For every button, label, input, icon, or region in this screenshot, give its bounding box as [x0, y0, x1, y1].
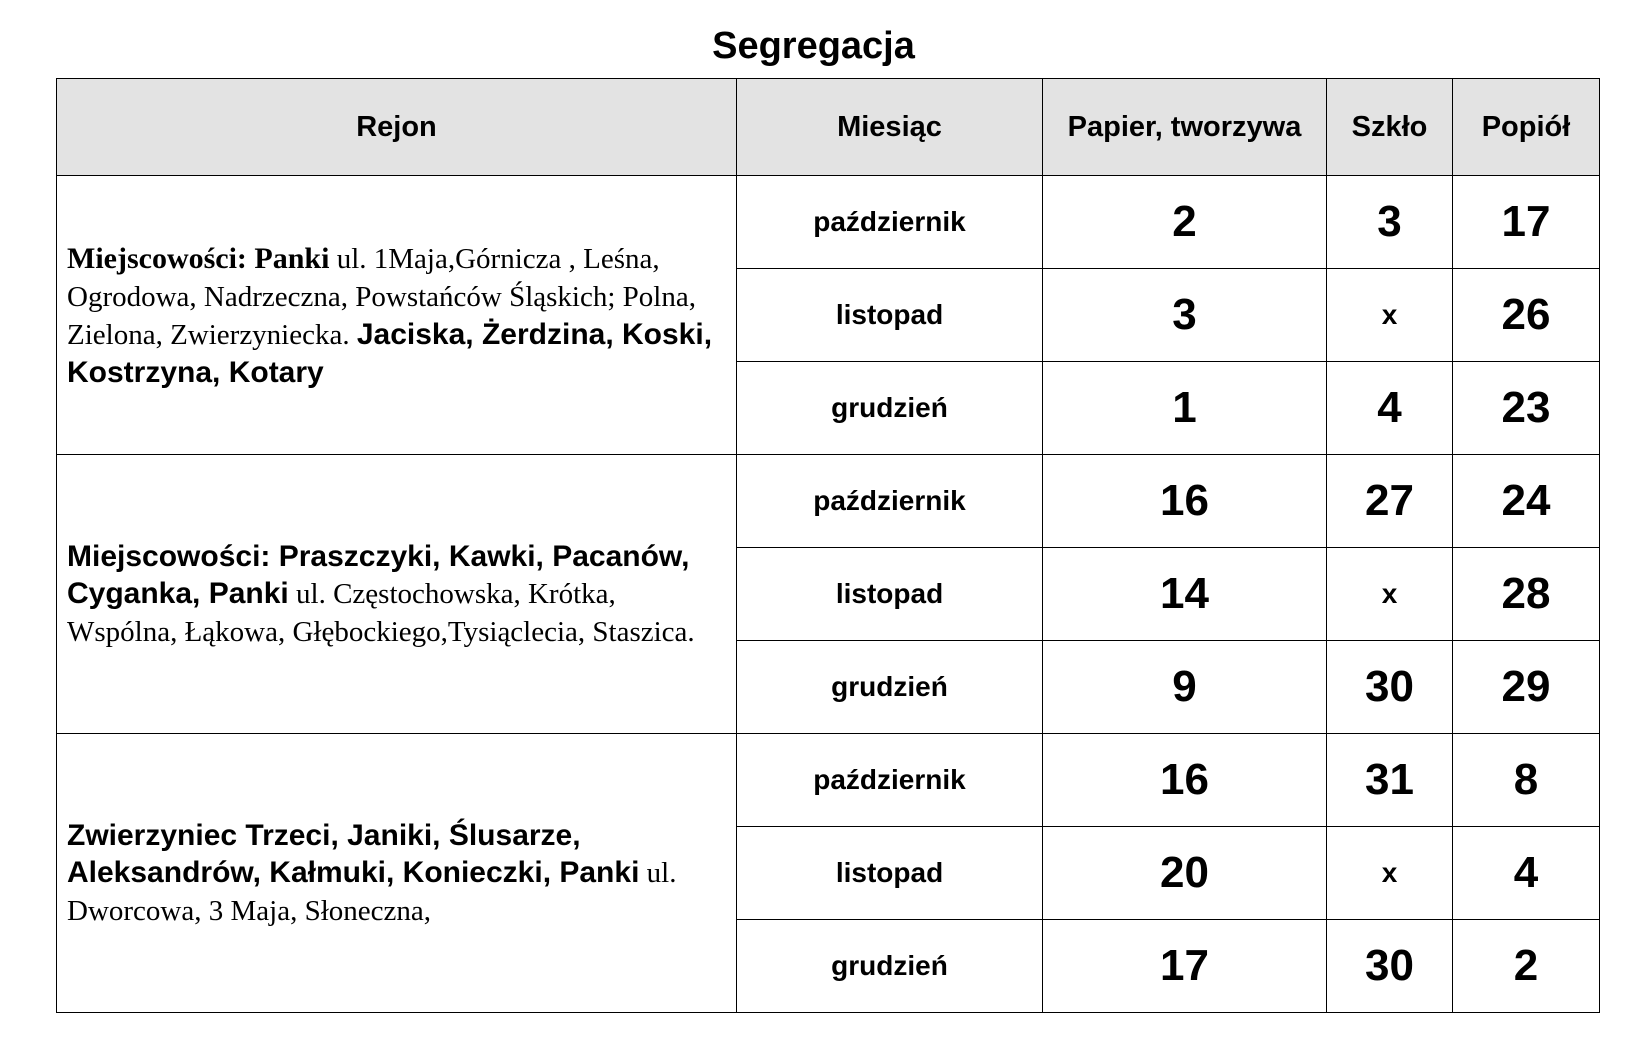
region-cell	[57, 455, 737, 734]
glass-value-cell: x	[1327, 269, 1453, 362]
month-cell: listopad	[737, 548, 1043, 641]
header-paper: Papier, tworzywa	[1043, 79, 1327, 176]
glass-value-cell: 3	[1327, 176, 1453, 269]
table-header-row	[57, 79, 1600, 176]
month-cell: grudzień	[737, 920, 1043, 1013]
segregation-table	[56, 78, 1600, 1013]
glass-value-cell: 31	[1327, 734, 1453, 827]
paper-value-cell: 14	[1043, 548, 1327, 641]
glass-value-cell: 27	[1327, 455, 1453, 548]
region-text: Jaciska, Żerdzina, Koski, Kostrzyna, Kotary	[67, 317, 713, 389]
glass-value-cell: x	[1327, 548, 1453, 641]
glass-value-cell: 4	[1327, 362, 1453, 455]
glass-value-cell: 30	[1327, 641, 1453, 734]
month-cell: listopad	[737, 269, 1043, 362]
ash-value-cell: 17	[1453, 176, 1600, 269]
ash-value-cell: 29	[1453, 641, 1600, 734]
region-cell	[57, 176, 737, 455]
header-month: Miesiąc	[737, 79, 1043, 176]
paper-value-cell: 2	[1043, 176, 1327, 269]
paper-value-cell: 1	[1043, 362, 1327, 455]
table-row	[57, 176, 1600, 269]
region-text: Miejscowości: Panki	[67, 241, 330, 275]
region-cell	[57, 734, 737, 1013]
table-row	[57, 734, 1600, 827]
ash-value-cell: 24	[1453, 455, 1600, 548]
page-title: Segregacja	[712, 25, 915, 67]
header-ash: Popiół	[1453, 79, 1600, 176]
region-text: ul. Częstochowska, Krótka, Wspólna, Łąkowa, Głębockiego,Tysiąclecia, Staszica.	[67, 577, 695, 648]
paper-value-cell: 17	[1043, 920, 1327, 1013]
region-text: ul. Dworcowa, 3 Maja, Słoneczna,	[67, 856, 677, 927]
region-text: ul. 1Maja,Górnicza , Leśna, Ogrodowa, Nadrzeczna, Powstańców Śląskich; Polna, Zielona, Zwierzyniecka.	[67, 242, 696, 351]
ash-value-cell: 23	[1453, 362, 1600, 455]
glass-value-cell: 30	[1327, 920, 1453, 1013]
month-cell: październik	[737, 455, 1043, 548]
region-text: Zwierzyniec Trzeci, Janiki, Ślusarze, Aleksandrów, Kałmuki, Konieczki, Panki	[67, 818, 640, 889]
header-glass: Szkło	[1327, 79, 1453, 176]
paper-value-cell: 20	[1043, 827, 1327, 920]
region-text: Miejscowości: Praszczyki, Kawki, Pacanów, Cyganka, Panki	[67, 539, 690, 610]
paper-value-cell: 16	[1043, 734, 1327, 827]
ash-value-cell: 8	[1453, 734, 1600, 827]
ash-value-cell: 26	[1453, 269, 1600, 362]
paper-value-cell: 16	[1043, 455, 1327, 548]
month-cell: grudzień	[737, 362, 1043, 455]
ash-value-cell: 2	[1453, 920, 1600, 1013]
ash-value-cell: 4	[1453, 827, 1600, 920]
month-cell: listopad	[737, 827, 1043, 920]
glass-value-cell: x	[1327, 827, 1453, 920]
month-cell: grudzień	[737, 641, 1043, 734]
table-body	[57, 176, 1600, 1013]
header-region: Rejon	[57, 79, 737, 176]
paper-value-cell: 9	[1043, 641, 1327, 734]
ash-value-cell: 28	[1453, 548, 1600, 641]
month-cell: październik	[737, 734, 1043, 827]
table-row	[57, 455, 1600, 548]
paper-value-cell: 3	[1043, 269, 1327, 362]
month-cell: październik	[737, 176, 1043, 269]
